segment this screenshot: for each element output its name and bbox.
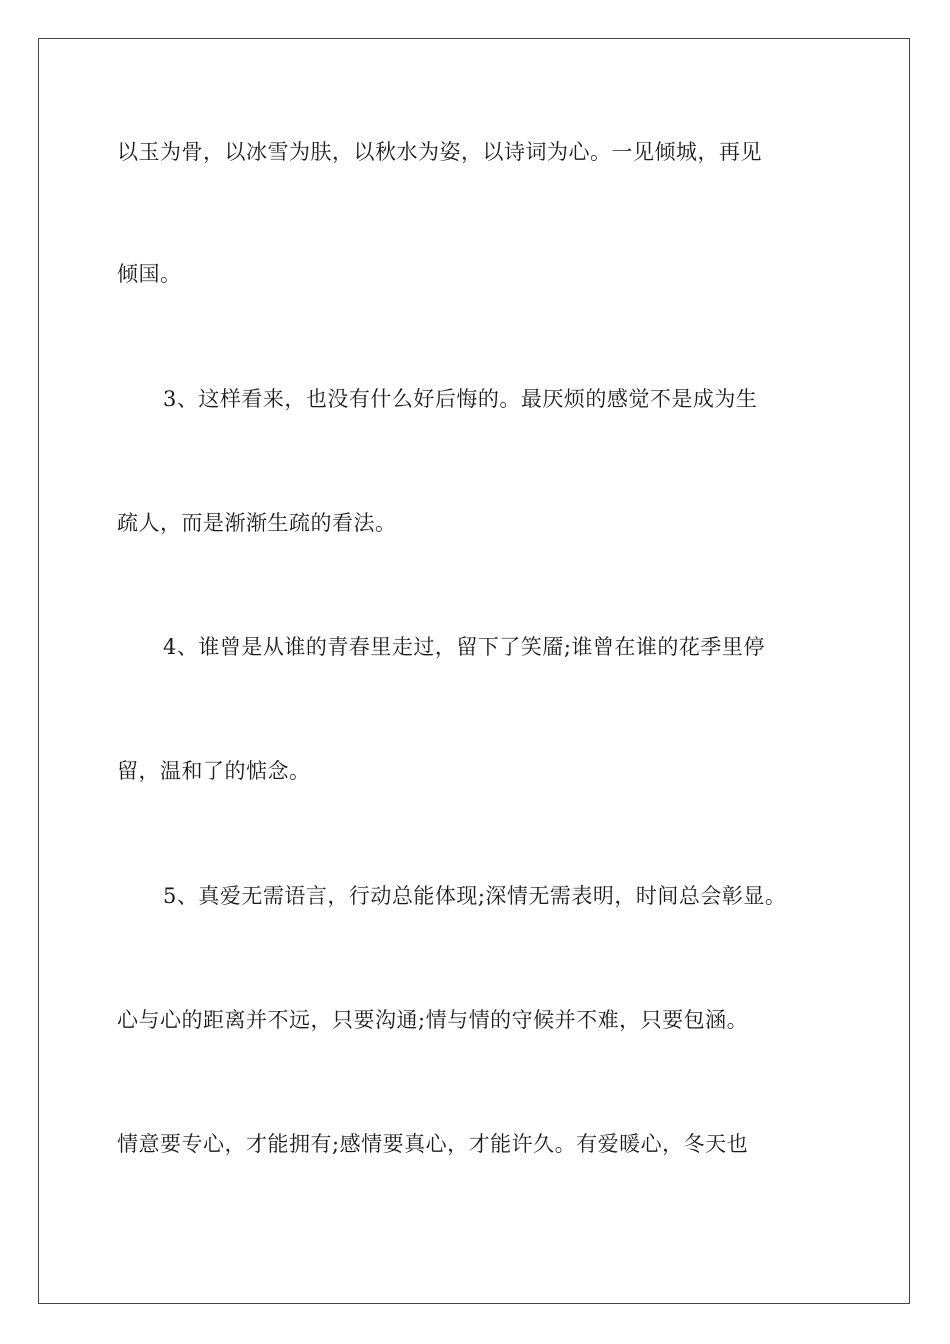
text-line-5: 4、谁曾是从谁的青春里走过，留下了笑靥;谁曾在谁的花季里停 (163, 635, 765, 659)
text-line-2: 倾国。 (117, 262, 182, 286)
text-line-8: 心与心的距离并不远，只要沟通;情与情的守候并不难，只要包涵。 (117, 1008, 749, 1032)
text-line-4: 疏人，而是渐渐生疏的看法。 (117, 511, 397, 535)
text-line-7: 5、真爱无需语言，行动总能体现;深情无需表明，时间总会彰显。 (163, 884, 787, 908)
text-line-9: 情意要专心，才能拥有;感情要真心，才能许久。有爱暖心，冬天也 (117, 1132, 749, 1156)
text-line-1: 以玉为骨，以冰雪为肤，以秋水为姿，以诗词为心。一见倾城，再见 (117, 140, 762, 164)
page-border (38, 38, 910, 1304)
text-line-6: 留，温和了的惦念。 (117, 759, 311, 783)
text-line-3: 3、这样看来，也没有什么好后悔的。最厌烦的感觉不是成为生 (163, 387, 758, 411)
